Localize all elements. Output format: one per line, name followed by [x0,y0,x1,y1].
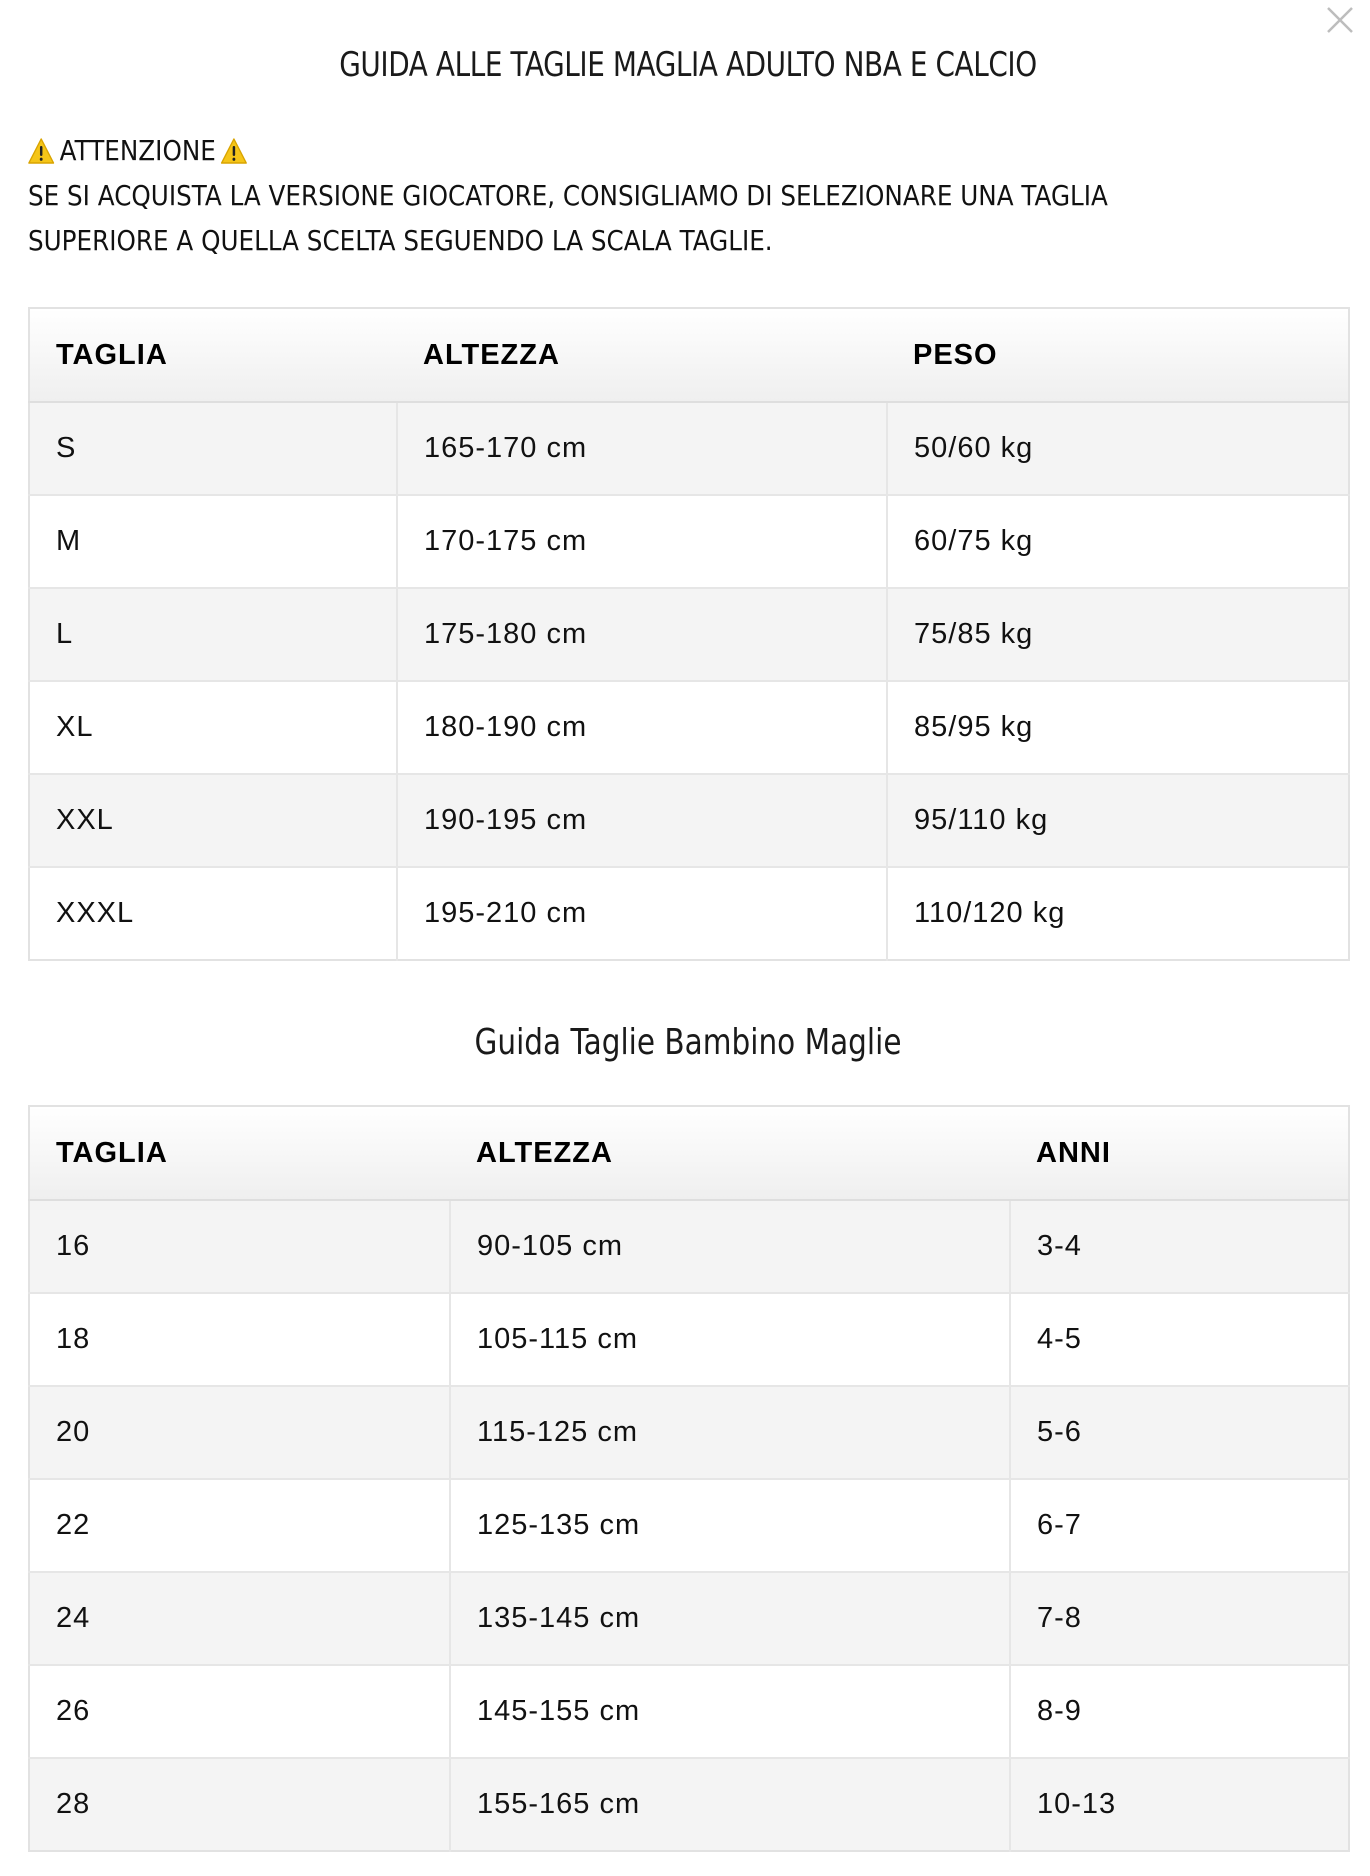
cell-size: 20 [29,1386,450,1479]
table-row [29,1479,1349,1572]
cell-size: 16 [29,1200,450,1293]
adult-size-table [28,307,1350,961]
table-row [29,1758,1349,1851]
warning-heading: ATTENZIONE [59,134,216,167]
table-row [29,1200,1349,1293]
table-row [29,1572,1349,1665]
cell-size: XXXL [29,867,397,960]
cell-weight: 110/120 kg [887,867,1349,960]
cell-age: 7-8 [1010,1572,1349,1665]
column-header-height: ALTEZZA [450,1106,1010,1200]
page-title: GUIDA ALLE TAGLIE MAGLIA ADULTO NBA E CALCIO [339,45,1037,85]
cell-size: XL [29,681,397,774]
cell-age: 10-13 [1010,1758,1349,1851]
warning-heading-line [28,128,1348,173]
cell-size: S [29,402,397,495]
column-header-height: ALTEZZA [397,308,887,402]
table-row [29,1665,1349,1758]
cell-weight: 60/75 kg [887,495,1349,588]
cell-size: XXL [29,774,397,867]
column-header-size: TAGLIA [29,308,397,402]
table-row [29,774,1349,867]
cell-height: 170-175 cm [397,495,887,588]
column-header-age: ANNI [1010,1106,1349,1200]
cell-size: 22 [29,1479,450,1572]
cell-height: 175-180 cm [397,588,887,681]
table-row [29,495,1349,588]
cell-height: 90-105 cm [450,1200,1010,1293]
cell-age: 8-9 [1010,1665,1349,1758]
cell-size: 18 [29,1293,450,1386]
cell-height: 115-125 cm [450,1386,1010,1479]
cell-size: M [29,495,397,588]
table-row [29,681,1349,774]
cell-weight: 85/95 kg [887,681,1349,774]
cell-age: 3-4 [1010,1200,1349,1293]
cell-height: 165-170 cm [397,402,887,495]
size-guide-content [28,0,1348,1852]
cell-height: 135-145 cm [450,1572,1010,1665]
warning-text-line-2: SUPERIORE A QUELLA SCELTA SEGUENDO LA SCALA TAGLIE. [28,224,773,257]
cell-height: 195-210 cm [397,867,887,960]
cell-size: 26 [29,1665,450,1758]
warning-text-line-1: SE SI ACQUISTA LA VERSIONE GIOCATORE, CONSIGLIAMO DI SELEZIONARE UNA TAGLIA [28,179,1108,212]
cell-height: 145-155 cm [450,1665,1010,1758]
warning-notice [28,128,1348,263]
cell-size: 24 [29,1572,450,1665]
column-header-weight: PESO [887,308,1349,402]
table-row [29,1293,1349,1386]
table-header-row [29,308,1349,402]
warning-icon [28,137,54,165]
cell-weight: 95/110 kg [887,774,1349,867]
cell-weight: 50/60 kg [887,402,1349,495]
warning-icon [221,137,247,165]
table-row [29,402,1349,495]
cell-height: 180-190 cm [397,681,887,774]
cell-size: L [29,588,397,681]
child-size-table [28,1105,1350,1852]
table-header-row [29,1106,1349,1200]
table-row [29,867,1349,960]
cell-height: 190-195 cm [397,774,887,867]
cell-height: 125-135 cm [450,1479,1010,1572]
cell-size: 28 [29,1758,450,1851]
table-row [29,1386,1349,1479]
cell-age: 6-7 [1010,1479,1349,1572]
cell-height: 105-115 cm [450,1293,1010,1386]
cell-age: 5-6 [1010,1386,1349,1479]
column-header-size: TAGLIA [29,1106,450,1200]
cell-weight: 75/85 kg [887,588,1349,681]
table-row [29,588,1349,681]
child-section-title: Guida Taglie Bambino Maglie [474,1022,902,1063]
cell-age: 4-5 [1010,1293,1349,1386]
cell-height: 155-165 cm [450,1758,1010,1851]
